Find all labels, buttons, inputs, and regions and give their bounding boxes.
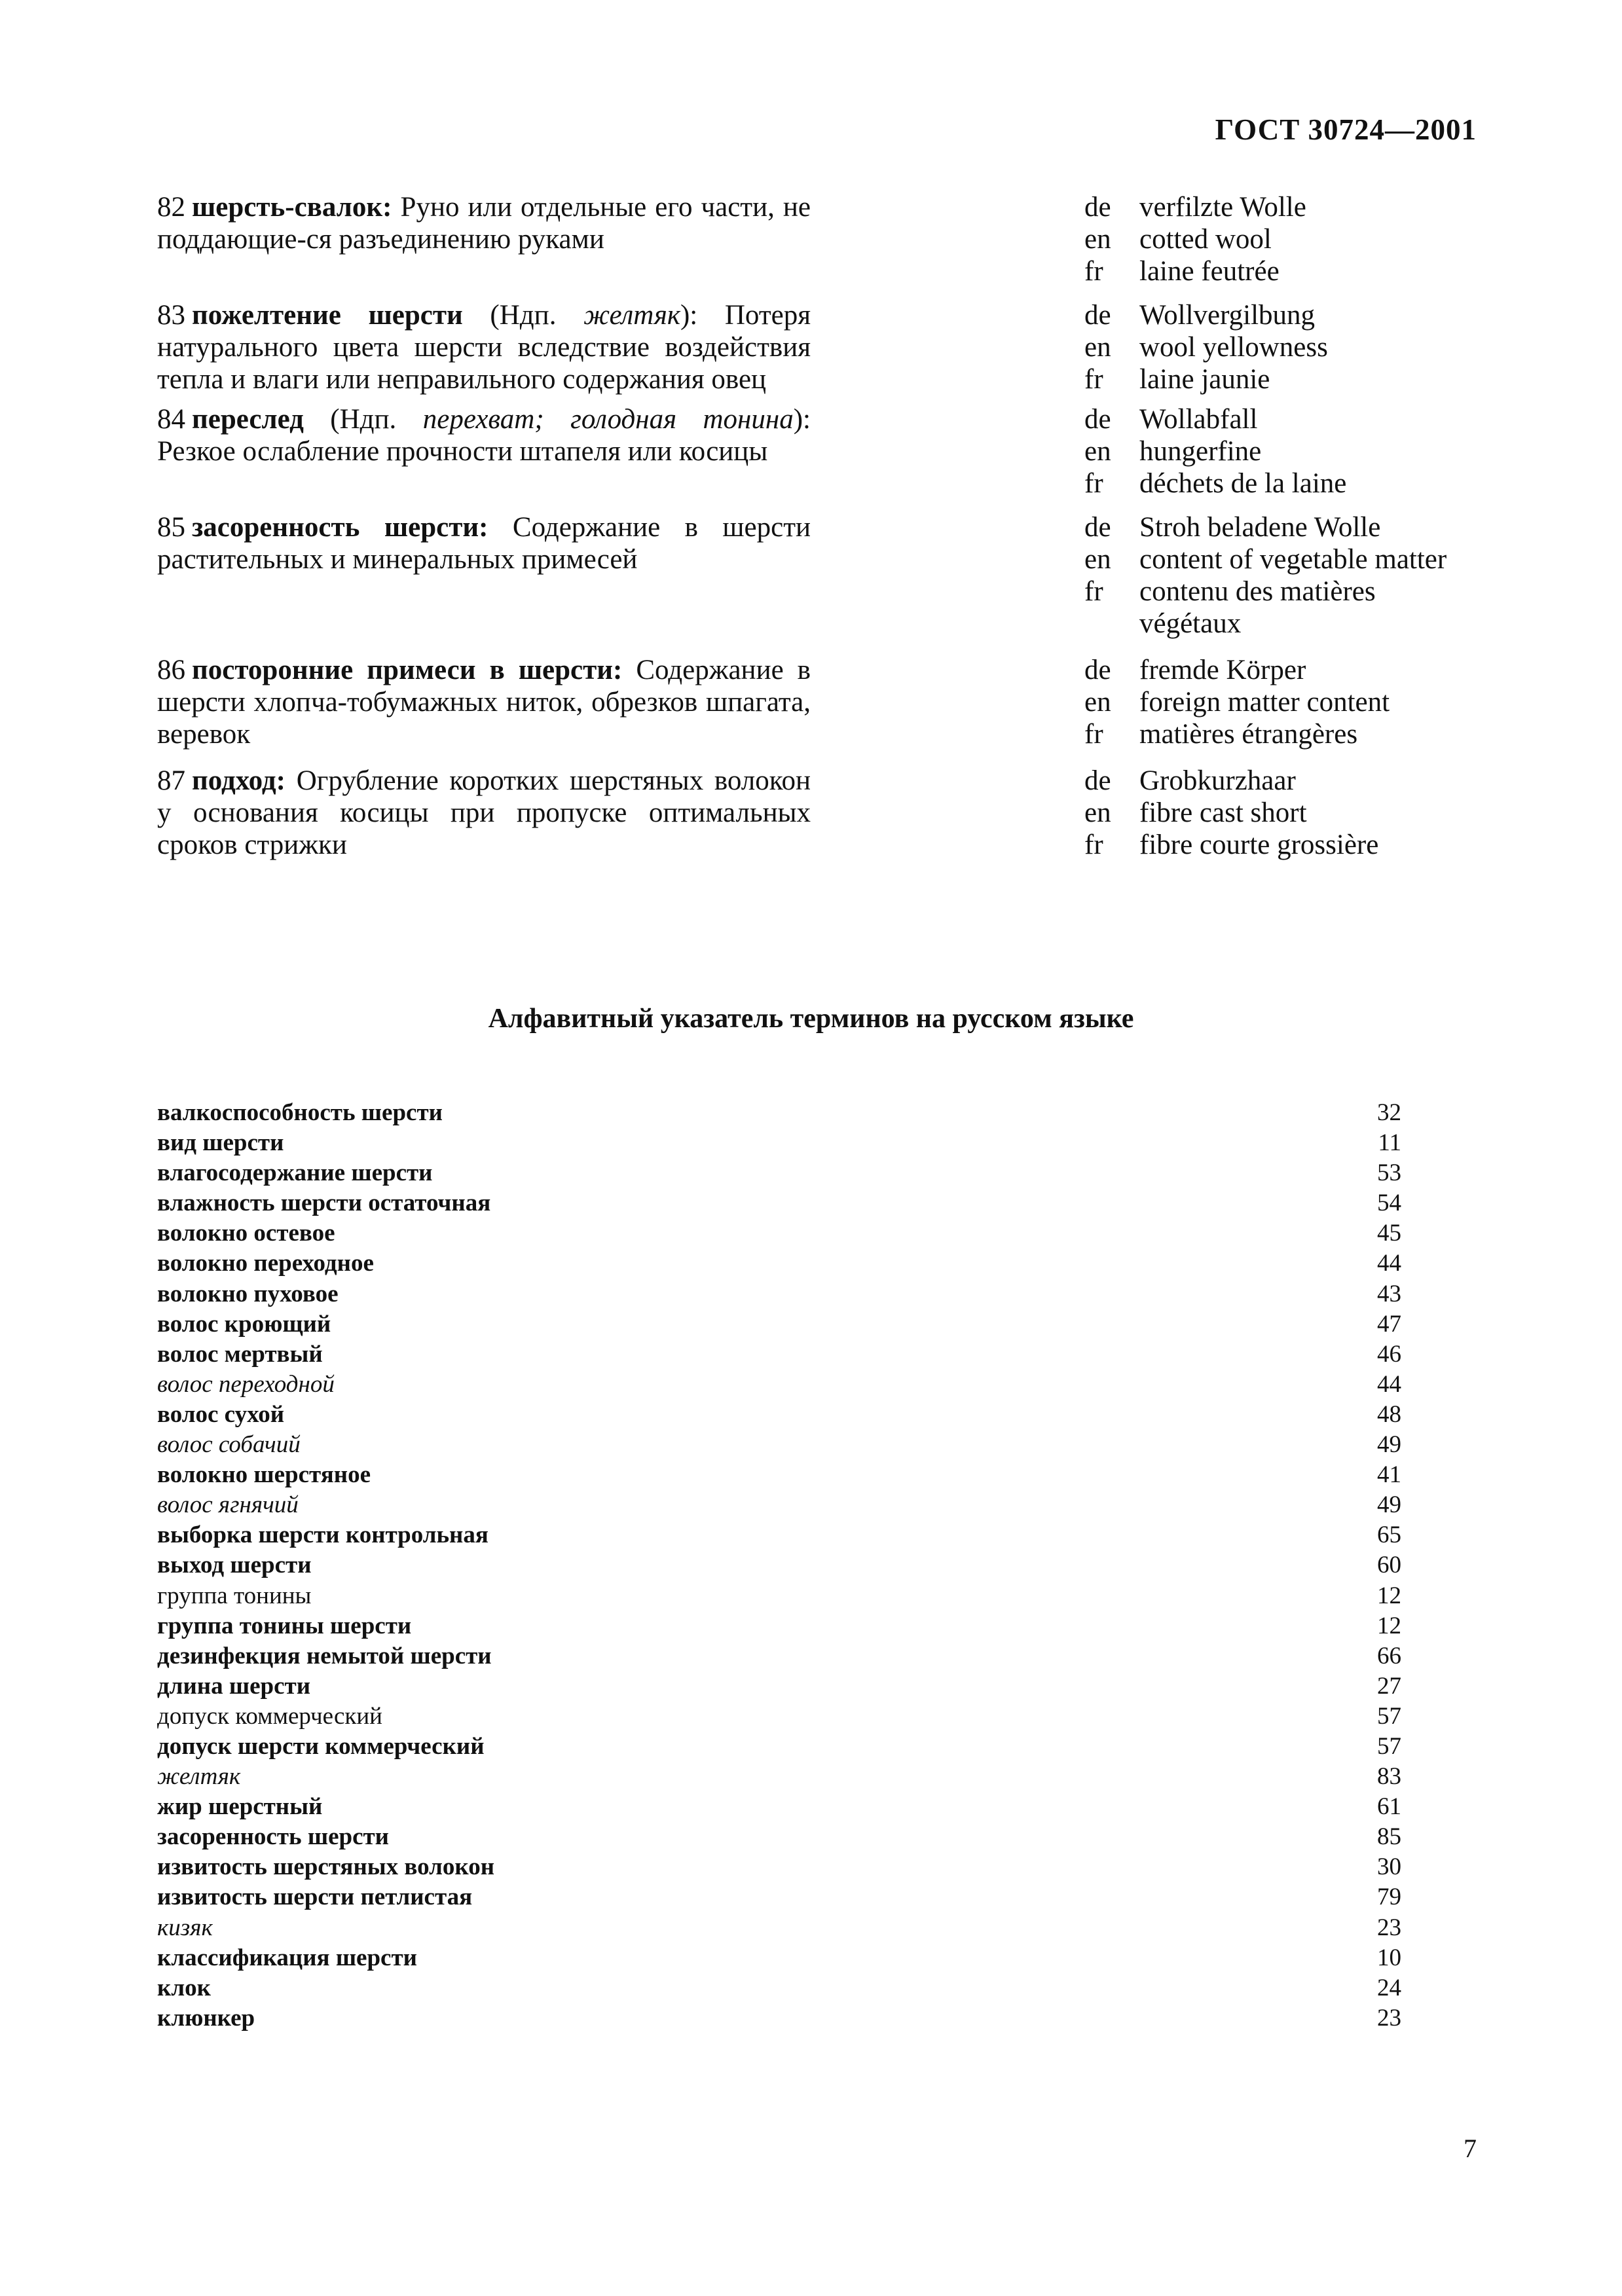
index-term: волос мертвый (157, 1340, 323, 1368)
equivalent-row (1084, 797, 1480, 829)
index-term: волос кроющий (157, 1310, 331, 1338)
index-entry-number: 54 (1377, 1190, 1401, 1217)
index-term: кизяк (157, 1914, 213, 1941)
index-row (157, 1882, 1401, 1912)
equivalent-row (1084, 829, 1480, 861)
language-code: de (1084, 512, 1111, 543)
equivalent-term: verfilzte Wolle (1139, 192, 1306, 223)
index-row (157, 1852, 1401, 1882)
foreign-equivalents (1084, 403, 1480, 500)
index-entry-number: 44 (1377, 1250, 1401, 1277)
index-entry-number: 61 (1377, 1793, 1401, 1821)
index-entry-number: 83 (1377, 1763, 1401, 1791)
equivalent-row (1084, 363, 1480, 395)
entry-number: 85 (157, 512, 185, 543)
index-row (157, 1460, 1401, 1490)
language-code: fr (1084, 364, 1103, 395)
entry-text-segment: желтяк (583, 300, 680, 331)
index-row (157, 1520, 1401, 1550)
term-entries (157, 191, 1480, 861)
language-code: de (1084, 765, 1111, 796)
equivalent-term: Stroh beladene Wolle (1139, 512, 1381, 543)
index-row (157, 1671, 1401, 1702)
entry-text-segment: Содержание в шерсти растительных и минеральных примесей (157, 512, 811, 575)
equivalent-term: matières étrangères (1139, 719, 1358, 750)
index-row (157, 1732, 1401, 1762)
index-term: волос переходной (157, 1370, 335, 1398)
language-code: en (1084, 224, 1111, 255)
document-header: ГОСТ 30724—2001 (1215, 113, 1477, 146)
index-entry-number: 47 (1377, 1310, 1401, 1338)
equivalent-term: foreign matter content (1139, 687, 1390, 718)
index-entry-number: 65 (1377, 1522, 1401, 1549)
equivalent-term: laine jaunie (1139, 364, 1270, 395)
entry-text-segment: (Ндп. (303, 404, 423, 435)
index-row (157, 1581, 1401, 1611)
entry-term: пожелтение шерсти (192, 300, 463, 331)
index-entry-number: 85 (1377, 1823, 1401, 1851)
entry-number: 84 (157, 404, 185, 435)
index-term: извитость шерстяных волокон (157, 1853, 495, 1881)
index-entry-number: 23 (1377, 1914, 1401, 1941)
index-row (157, 1098, 1401, 1128)
equivalent-term: wool yellowness (1139, 332, 1328, 363)
index-term: дезинфекция немытой шерсти (157, 1642, 492, 1669)
index-entry-number: 49 (1377, 1491, 1401, 1519)
index-term: волокно пуховое (157, 1280, 339, 1307)
equivalent-term: fibre courte grossière (1139, 829, 1379, 860)
index-row (157, 1158, 1401, 1188)
index-entry-number: 30 (1377, 1853, 1401, 1881)
language-code: en (1084, 436, 1111, 467)
index-term: допуск коммерческий (157, 1702, 382, 1730)
equivalent-term: Grobkurzhaar (1139, 765, 1296, 796)
index-entry-number: 57 (1377, 1732, 1401, 1760)
foreign-equivalents (1084, 765, 1480, 861)
entry-term: засоренность шерсти: (192, 512, 488, 543)
entry-number: 87 (157, 765, 185, 796)
entry-text-segment: Огрубление коротких шерстяных волокон у основания косицы при пропуске оптимальных сроков стрижки (157, 765, 811, 860)
index-term: жир шерстный (157, 1793, 323, 1821)
language-code: fr (1084, 468, 1103, 499)
entry-term: переслед (192, 404, 304, 435)
index-title: Алфавитный указатель терминов на русском языке (488, 1004, 1134, 1034)
entry-text-segment: Содержание в шерсти хлопча-тобумажных ниток, обрезков шпагата, веревок (157, 655, 811, 750)
language-code: de (1084, 404, 1111, 435)
term-entry (157, 511, 1480, 640)
equivalent-row (1084, 511, 1480, 543)
entry-number: 83 (157, 300, 185, 331)
term-entry (157, 765, 1480, 861)
equivalent-term: contenu des matières végétaux (1139, 576, 1376, 639)
equivalent-row (1084, 223, 1480, 255)
index-term: выход шерсти (157, 1552, 312, 1579)
language-code: de (1084, 300, 1111, 331)
index-row (157, 1188, 1401, 1218)
entry-term: подход: (192, 765, 286, 796)
index-entry-number: 43 (1377, 1280, 1401, 1307)
entry-definition (157, 299, 811, 395)
equivalent-row (1084, 403, 1480, 435)
index-row (157, 1279, 1401, 1309)
index-term: волокно переходное (157, 1250, 374, 1277)
index-row (157, 1490, 1401, 1520)
language-code: en (1084, 544, 1111, 575)
index-row (157, 1702, 1401, 1732)
term-entry (157, 299, 1480, 395)
index-term: волос ягнячий (157, 1491, 299, 1519)
index-row (157, 1792, 1401, 1822)
index-term: валкоспособность шерсти (157, 1099, 443, 1126)
equivalent-row (1084, 718, 1480, 750)
page-number: 7 (1464, 2134, 1477, 2163)
index-entry-number: 27 (1377, 1672, 1401, 1700)
index-entry-number: 79 (1377, 1884, 1401, 1911)
entry-text-segment: ): Резкое ослабление прочности штапеля или косицы (157, 404, 811, 467)
equivalent-term: fremde Körper (1139, 655, 1306, 685)
index-row (157, 1641, 1401, 1671)
index-term: волос сухой (157, 1400, 285, 1428)
equivalent-row (1084, 255, 1480, 287)
entry-text-segment: перехват; голодная тонина (422, 404, 794, 435)
index-term: длина шерсти (157, 1672, 311, 1700)
equivalent-term: Wollvergilbung (1139, 300, 1316, 331)
term-entry (157, 403, 1480, 500)
language-code: fr (1084, 829, 1103, 860)
index-row (157, 1762, 1401, 1792)
equivalent-term: content of vegetable matter (1139, 544, 1447, 575)
equivalent-term: fibre cast short (1139, 797, 1307, 828)
index-row (157, 1370, 1401, 1400)
term-entry (157, 191, 1480, 287)
index-entry-number: 66 (1377, 1642, 1401, 1669)
index-term: выборка шерсти контрольная (157, 1522, 488, 1549)
index-term: клюнкер (157, 2004, 255, 2032)
index-term: желтяк (157, 1763, 241, 1791)
language-code: fr (1084, 256, 1103, 287)
index-entry-number: 11 (1378, 1129, 1401, 1157)
index-entry-number: 49 (1377, 1431, 1401, 1459)
index-term: группа тонины (157, 1582, 312, 1609)
index-row (157, 1822, 1401, 1852)
entry-definition (157, 654, 811, 750)
equivalent-row (1084, 686, 1480, 718)
index-term: допуск шерсти коммерческий (157, 1732, 485, 1760)
entry-number: 82 (157, 192, 185, 223)
language-code: en (1084, 332, 1111, 363)
index-entry-number: 10 (1377, 1944, 1401, 1971)
index-term: группа тонины шерсти (157, 1612, 412, 1639)
language-code: fr (1084, 719, 1103, 750)
index-term: влажность шерсти остаточная (157, 1190, 491, 1217)
equivalent-row (1084, 543, 1480, 575)
index-entry-number: 32 (1377, 1099, 1401, 1126)
index-term: извитость шерсти петлистая (157, 1884, 473, 1911)
alphabetical-index (157, 1098, 1401, 2033)
language-code: fr (1084, 576, 1103, 607)
equivalent-row (1084, 299, 1480, 331)
entry-definition (157, 191, 811, 255)
equivalent-row (1084, 331, 1480, 363)
equivalent-term: Wollabfall (1139, 404, 1258, 435)
entry-definition (157, 403, 811, 467)
equivalent-row (1084, 467, 1480, 500)
index-entry-number: 24 (1377, 1974, 1401, 2001)
index-term: влагосодержание шерсти (157, 1159, 433, 1187)
index-entry-number: 45 (1377, 1220, 1401, 1247)
term-entry (157, 654, 1480, 750)
index-entry-number: 12 (1377, 1612, 1401, 1639)
index-row (157, 1430, 1401, 1460)
index-row (157, 1943, 1401, 1973)
language-code: en (1084, 687, 1111, 718)
index-row (157, 1218, 1401, 1248)
index-entry-number: 48 (1377, 1400, 1401, 1428)
entry-text-segment: Руно или отдельные его части, не поддающие-ся разъединению руками (157, 192, 811, 255)
index-term: вид шерсти (157, 1129, 284, 1157)
equivalent-row (1084, 435, 1480, 467)
index-row (157, 2003, 1401, 2033)
equivalent-row (1084, 191, 1480, 223)
index-row (157, 1973, 1401, 2003)
index-term: волос собачий (157, 1431, 301, 1459)
entry-text-segment: ): Потеря натурального цвета шерсти вследствие воздействия тепла и влаги или неправильного содержания овец (157, 300, 811, 395)
index-term: классификация шерсти (157, 1944, 417, 1971)
index-row (157, 1339, 1401, 1370)
index-term: волокно остевое (157, 1220, 335, 1247)
language-code: de (1084, 192, 1111, 223)
entry-definition (157, 765, 811, 861)
index-row (157, 1400, 1401, 1430)
index-entry-number: 57 (1377, 1702, 1401, 1730)
index-term: засоренность шерсти (157, 1823, 389, 1851)
index-row (157, 1128, 1401, 1158)
equivalent-term: hungerfine (1139, 436, 1262, 467)
equivalent-row (1084, 654, 1480, 686)
entry-term: посторонние примеси в шерсти: (192, 655, 623, 685)
index-row (157, 1913, 1401, 1943)
index-row (157, 1550, 1401, 1580)
index-row (157, 1611, 1401, 1641)
index-row (157, 1248, 1401, 1279)
index-row (157, 1309, 1401, 1339)
foreign-equivalents (1084, 191, 1480, 287)
equivalent-row (1084, 765, 1480, 797)
index-entry-number: 23 (1377, 2004, 1401, 2032)
index-term: клок (157, 1974, 211, 2001)
entry-term: шерсть-свалок: (192, 192, 392, 223)
entry-text-segment: (Ндп. (462, 300, 584, 331)
foreign-equivalents (1084, 299, 1480, 395)
index-term: волокно шерстяное (157, 1461, 371, 1489)
equivalent-term: déchets de la laine (1139, 468, 1347, 499)
index-entry-number: 53 (1377, 1159, 1401, 1187)
index-entry-number: 12 (1377, 1582, 1401, 1609)
equivalent-term: cotted wool (1139, 224, 1272, 255)
index-entry-number: 46 (1377, 1340, 1401, 1368)
equivalent-row (1084, 575, 1480, 640)
foreign-equivalents (1084, 654, 1480, 750)
equivalent-term: laine feutrée (1139, 256, 1280, 287)
entry-definition (157, 511, 811, 575)
language-code: de (1084, 655, 1111, 685)
language-code: en (1084, 797, 1111, 828)
index-entry-number: 41 (1377, 1461, 1401, 1489)
foreign-equivalents (1084, 511, 1480, 640)
index-entry-number: 60 (1377, 1552, 1401, 1579)
entry-number: 86 (157, 655, 185, 685)
index-entry-number: 44 (1377, 1370, 1401, 1398)
